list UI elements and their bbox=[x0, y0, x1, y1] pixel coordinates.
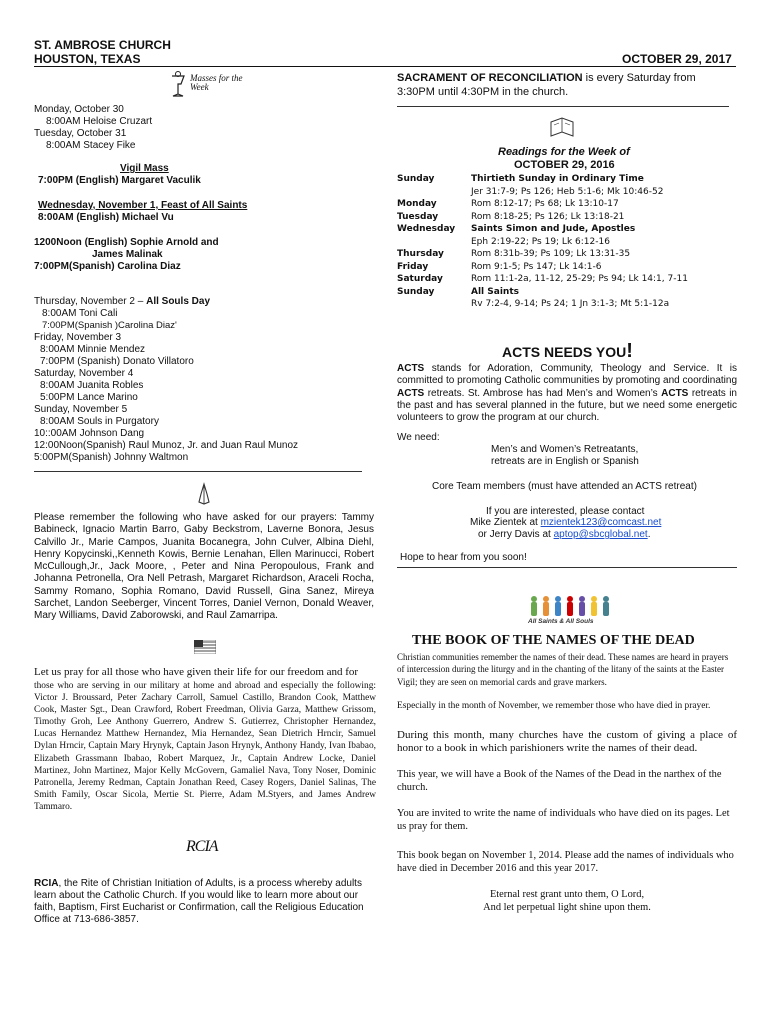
acts-exclaim: ! bbox=[626, 340, 633, 362]
mass-more-0: 8:00AM Toni Cali bbox=[42, 308, 118, 319]
feast-line: 8:00AM (English) Michael Vu bbox=[38, 212, 174, 223]
header-rule bbox=[34, 66, 736, 67]
acts-text-c: retreats in the past and has several planned in the future, but we need some energetic volunteers to grow the program at our church. bbox=[397, 387, 737, 424]
thursday-line bbox=[34, 296, 210, 308]
rcia-logo: RCIA bbox=[186, 838, 218, 855]
acts-contact-2 bbox=[478, 529, 650, 541]
contact-1-label: Mike Zientek at bbox=[470, 517, 541, 528]
reading-day: Thursday bbox=[397, 249, 444, 259]
feast-title: Wednesday, November 1, Feast of All Saints bbox=[38, 200, 248, 211]
book-p3: During this month, many churches have the custom of giving a place of honor to a book in which parishioners write the names of their dead. bbox=[397, 729, 737, 754]
reading-row bbox=[397, 223, 737, 236]
acts-text-a: stands for Adoration, Community, Theology and Service. It is committed to promoting Catholic communities by promoting and coordinating bbox=[397, 363, 737, 387]
reading-row bbox=[397, 298, 737, 311]
reading-text: Thirtieth Sunday in Ordinary Time bbox=[471, 174, 644, 184]
mass-more-1: 7:00PM(Spanish )Carolina Diaz' bbox=[42, 320, 177, 331]
reading-day: Wednesday bbox=[397, 224, 456, 234]
acts-need-2: retreats are in English or Spanish bbox=[491, 456, 639, 467]
church-city: HOUSTON, TEXAS bbox=[34, 52, 141, 66]
mass-more-5: Saturday, November 4 bbox=[34, 368, 134, 379]
military-lead: Let us pray for all those who have given their life for our freedom and for bbox=[34, 666, 359, 678]
mass-more-11: 12:00Noon(Spanish) Raul Munoz, Jr. and Juan Raul Munoz bbox=[34, 440, 299, 451]
vigil-line: 7:00PM (English) Margaret Vaculik bbox=[38, 175, 201, 186]
mass-more-10: 10::00AM Johnson Dang bbox=[34, 428, 145, 439]
reading-text: Rom 11:1-2a, 11-12, 25-29; Ps 94; Lk 14:1, 7-11 bbox=[471, 274, 688, 284]
reading-day bbox=[397, 236, 471, 249]
church-name: ST. AMBROSE CHURCH bbox=[34, 38, 171, 52]
book-verse bbox=[397, 888, 737, 914]
book-p4: This year, we will have a Book of the Names of the Dead in the narthex of the church. bbox=[397, 769, 722, 793]
acts-contact-1 bbox=[470, 517, 661, 529]
reading-text: Rom 8:18-25; Ps 126; Lk 13:18-21 bbox=[471, 211, 625, 222]
acts-core: Core Team members (must have attended an ACTS retreat) bbox=[432, 481, 697, 492]
rcia-label: RCIA bbox=[34, 878, 59, 889]
banner-caption: All Saints & All Souls bbox=[528, 618, 594, 625]
prayer-intro: Please remember the following who have asked for our prayers: bbox=[34, 512, 342, 523]
acts-title-text: ACTS NEEDS YOU bbox=[502, 344, 627, 360]
readings-date: OCTOBER 29, 2016 bbox=[514, 159, 615, 171]
readings-title: Readings for the Week of bbox=[498, 146, 630, 158]
rcia-body: , the Rite of Christian Initiation of Adults, is a process whereby adults learn about the Catholic Church. If you would like to learn more about our faith, Baptism, First Eucharist or Confirmation, call the Religious Education Office at 713-686-3857. bbox=[34, 878, 364, 925]
readings-table bbox=[397, 173, 737, 311]
acts-interest: If you are interested, please contact bbox=[486, 506, 645, 517]
reading-text: All Saints bbox=[471, 286, 519, 297]
reconciliation-text-1: is every Saturday from bbox=[582, 72, 696, 84]
reconciliation-title: SACRAMENT OF RECONCILIATION bbox=[397, 72, 583, 84]
mass-line-3: Tuesday, October 31 bbox=[34, 128, 127, 139]
reading-row bbox=[397, 186, 737, 199]
reading-row bbox=[397, 286, 737, 299]
contact-2-period: . bbox=[647, 529, 651, 540]
reading-day: Tuesday bbox=[397, 211, 439, 222]
noon-line-1: 1200Noon (English) Sophie Arnold and bbox=[34, 237, 219, 248]
reconciliation bbox=[397, 71, 737, 99]
mass-more-12: 5:00PM(Spanish) Johnny Waltmon bbox=[34, 452, 189, 463]
reading-row bbox=[397, 273, 737, 286]
reading-text: Jer 31:7-9; Ps 126; Heb 5:1-6; Mk 10:46-52 bbox=[471, 186, 664, 197]
reading-row bbox=[397, 261, 737, 274]
acts-divider bbox=[397, 567, 737, 568]
reading-row bbox=[397, 211, 737, 224]
book-p5: You are invited to write the name of individuals who have died on its pages. Let us pray for them. bbox=[397, 808, 730, 832]
mass-more-8: Sunday, November 5 bbox=[34, 404, 128, 415]
noon-line-2: James Malinak bbox=[92, 249, 163, 260]
reconciliation-text-2: 3:30PM until 4:30PM in the church. bbox=[397, 86, 569, 98]
reading-row bbox=[397, 248, 737, 261]
acts-word-2: ACTS bbox=[397, 387, 425, 399]
acts-word-1: ACTS bbox=[397, 363, 425, 374]
book-verse-1: Eternal rest grant unto them, O Lord, bbox=[489, 889, 645, 900]
masses-logo bbox=[168, 70, 248, 100]
book-title: THE BOOK OF THE NAMES OF THE DEAD bbox=[412, 633, 695, 648]
all-souls-label: All Souls Day bbox=[146, 296, 210, 307]
flag-icon bbox=[194, 640, 216, 657]
praying-hands-icon bbox=[195, 482, 213, 509]
rcia-text bbox=[34, 878, 378, 926]
reading-day bbox=[397, 186, 471, 199]
reading-text: Rom 9:1-5; Ps 147; Lk 14:1-6 bbox=[471, 261, 602, 272]
people-silhouettes-icon bbox=[526, 594, 612, 620]
mass-more-6: 8:00AM Juanita Robles bbox=[40, 380, 144, 391]
thursday-date: Thursday, November 2 – bbox=[34, 296, 147, 307]
reading-text: Rom 8:12-17; Ps 68; Lk 13:10-17 bbox=[471, 199, 619, 209]
prayer-names: Tammy Babineck, Ignacio Martin Barro, Gaby Beckstrom, Laverne Bonora, Jesus Calvillo Jr., Marie Campos, Juanita Bocanegra, John Culver, Albina Diehl, Henry Kopycinski,,Kenneth Kowis, Bernie Lenahan, Ellen Marinucci, Robert McCullough,Jr., Jack Moore, , Peter and Nina Peropoulous, Frank and Johanna Petronella, Ora Nell Petrash, Margaret Richardson, Araceli Rocha, Sammy Romano, Sophia Romano, David Russell, Gina Sanez, Mireya Sarchet, Landon Seeberger, Vincent Torres, Daniel Vernon, Donald Weaver, Mary Williams, David Zaborowski, and Raul Zamarripa. bbox=[34, 512, 374, 622]
contact-2-label: or Jerry Davis at bbox=[478, 529, 554, 540]
mass-line-1: Monday, October 30 bbox=[34, 104, 124, 115]
book-p1: Christian communities remember the names of their dead. These names are heard in prayers of intercession during the liturgy and in the chanting of the litany of the saints at the Easter Vigil; they are seen on memorial cards and grave markers. bbox=[397, 652, 729, 687]
mass-more-2: Friday, November 3 bbox=[34, 332, 122, 343]
reading-row bbox=[397, 198, 737, 211]
reading-row bbox=[397, 173, 737, 186]
reading-day: Sunday bbox=[397, 286, 435, 297]
book-p6: This book began on November 1, 2014. Please add the names of individuals who have died in December 2016 and this year 2017. bbox=[397, 850, 734, 874]
acts-description bbox=[397, 363, 737, 424]
mass-more-7: 5:00PM Lance Marino bbox=[40, 392, 138, 403]
spanish-line: 7:00PM(Spanish) Carolina Diaz bbox=[34, 261, 181, 272]
mass-more-9: 8:00AM Souls in Purgatory bbox=[40, 416, 159, 427]
acts-text-b: retreats. St. Ambrose has had Men’s and Women’s bbox=[424, 387, 662, 399]
contact-2-email-link[interactable]: aptop@sbcglobal.net bbox=[553, 529, 648, 540]
acts-need-1: Men’s and Women’s Retreatants, bbox=[491, 444, 639, 455]
reading-text: Eph 2:19-22; Ps 19; Lk 6:12-16 bbox=[471, 236, 610, 247]
bible-icon bbox=[548, 114, 576, 143]
reading-text: Rv 7:2-4, 9-14; Ps 24; 1 Jn 3:1-3; Mt 5:1-12a bbox=[471, 299, 670, 309]
mass-line-2: 8:00AM Heloise Cruzart bbox=[46, 116, 153, 127]
acts-hope: Hope to hear from you soon! bbox=[400, 552, 527, 563]
reading-day bbox=[397, 298, 471, 311]
vigil-title: Vigil Mass bbox=[120, 163, 169, 174]
book-p2: Especially in the month of November, we remember those who have died in prayer. bbox=[397, 701, 711, 711]
masses-logo-text: Masses for the Week bbox=[190, 73, 243, 92]
reconciliation-divider bbox=[397, 106, 729, 107]
mass-line-4: 8:00AM Stacey Fike bbox=[46, 140, 136, 151]
reading-day: Monday bbox=[397, 199, 437, 209]
contact-1-email-link[interactable]: mzientek123@comcast.net bbox=[540, 517, 662, 528]
book-verse-2: And let perpetual light shine upon them. bbox=[483, 902, 651, 913]
masses-divider bbox=[34, 471, 362, 472]
mass-more-4: 7:00PM (Spanish) Donato Villatoro bbox=[40, 356, 194, 367]
acts-word-3: ACTS bbox=[661, 387, 689, 399]
reading-day: Saturday bbox=[397, 274, 443, 284]
military-list: those who are serving in our military at home and abroad and especially the following: Victor J. Broussard, Peter Zachary Carroll, Samuel Castillo, Brandon Cook, Matthew Cook, Master Sgt., Dean Crawford, Robert Freedman, Olivia Garza, Matthew Grissom, Timothy Groh, Lee Anthony Guerrero, Andrew S. Gutierrez, Christopher Hernandez, Lucas Hernandez Matthew Hernandez, Mia Hernandez, Sean Dietrich Hrncir, Samuel Dylan Hrncir, Captain Mary Hrynyk, Captain Jason Hrynyk, Anthony Handy, Ivan Ibabao, Elizabeth Grassmann Ibabao, Robert Marquez, Jr., Captain Andrew Locke, Daniel Martinez, John Martinez, Major Kelly McGovern, Gamaliel Nava, Tony Noser, Dominic Patronella, Jeremy Redman, Captain Jonathan Reed, Casey Rogers, Daniel Salinas, The Smith Family, Oscar Sicola, Mertie St. Pierre, Adam M.Styers, and James Andrew Tammaro. bbox=[34, 681, 376, 812]
reading-row bbox=[397, 236, 737, 249]
prayer-list bbox=[34, 512, 374, 623]
reading-text: Rom 8:31b-39; Ps 109; Lk 13:31-35 bbox=[471, 249, 631, 259]
reading-day: Friday bbox=[397, 261, 429, 272]
acts-title bbox=[502, 342, 633, 361]
reading-day: Sunday bbox=[397, 174, 435, 184]
mass-more-3: 8:00AM Minnie Mendez bbox=[40, 344, 146, 355]
all-saints-banner bbox=[526, 594, 612, 628]
acts-need: We need: bbox=[397, 432, 440, 443]
reading-text: Saints Simon and Jude, Apostles bbox=[471, 224, 636, 234]
bulletin-date: OCTOBER 29, 2017 bbox=[622, 52, 732, 66]
